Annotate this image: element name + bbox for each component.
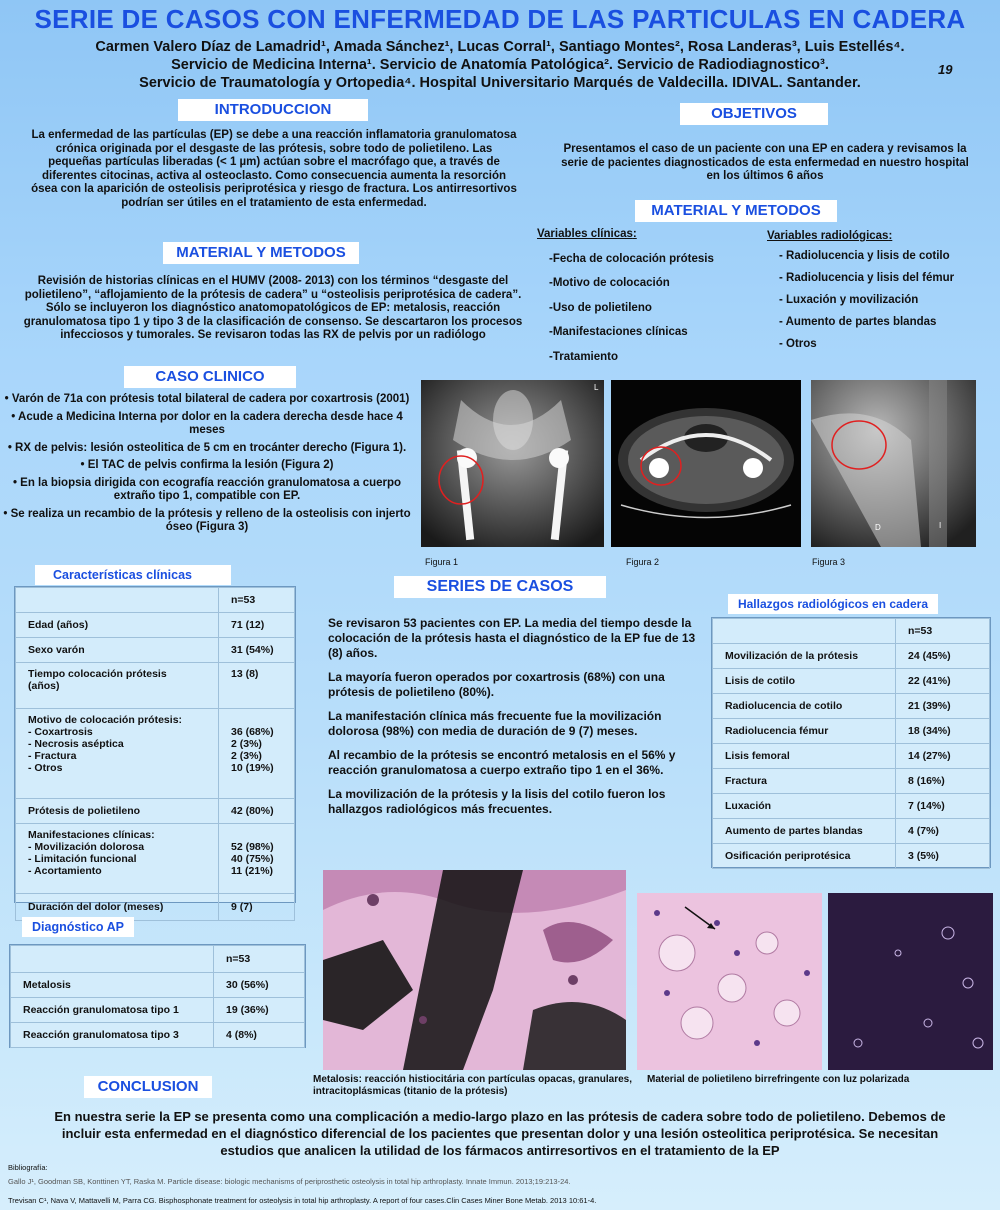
table-cell-value: 71 (12)	[219, 613, 295, 638]
table-cell-label: Edad (años)	[16, 613, 219, 638]
table-cell-label: Metalosis	[11, 973, 214, 998]
table-row	[713, 769, 990, 794]
xray-marker-l: L	[594, 383, 599, 392]
table-cell-label: Fractura	[713, 769, 896, 794]
series-paragraph: La mayoría fueron operados por coxartrosis (68%) con una prótesis de polietileno (80%).	[328, 670, 665, 699]
affiliation-line: Servicio de Medicina Interna¹. Servicio de Anatomía Patológica². Servicio de Radiodiagnostico³.	[171, 57, 829, 73]
table-column-header: n=53	[219, 588, 295, 613]
table-cell-value: 19 (36%)	[214, 998, 305, 1023]
table-cell-value: 3 (5%)	[896, 844, 990, 869]
table-row	[16, 709, 295, 799]
bibliography-ref-2: Trevisan C¹, Nava V, Mattavelli M, Parra CG. Bisphosphonate treatment for osteolysis in total hip arthroplasty. A report of four cases.Clin Cases Miner Bone Metab. 2013 10:61-4.	[8, 1196, 597, 1205]
xray-marker-d: D	[875, 523, 881, 532]
table-cell-value: 13 (8)	[219, 663, 295, 709]
table-row	[16, 799, 295, 824]
table-cell-label: Reacción granulomatosa tipo 1	[11, 998, 214, 1023]
table-row	[16, 638, 295, 663]
clin-table	[14, 586, 296, 913]
caso-item: • En la biopsia dirigida con ecografía reacción granulomatosa a cuerpo extraño tipo 1, compatible con EP.	[12, 476, 402, 502]
figure-1-caption: Figura 1	[425, 557, 459, 567]
table-cell-label: Sexo varón	[16, 638, 219, 663]
table-cell-value: 36 (68%) 2 (3%) 2 (3%) 10 (19%)	[219, 709, 295, 799]
table-row	[16, 613, 295, 638]
table-row	[11, 973, 305, 998]
caso-item: • Se realiza un recambio de la prótesis y relleno de la osteolisis con injerto óseo (Figura 3)	[3, 507, 411, 533]
mm-right-heading: MATERIAL Y METODOS	[635, 200, 837, 222]
table-row	[713, 719, 990, 744]
caso-item: • RX de pelvis: lesión osteolitica de 5 cm en trocánter derecho (Figura 1).	[7, 441, 407, 454]
radiological-variables	[767, 224, 997, 355]
clin-item: -Fecha de colocación prótesis	[549, 252, 714, 265]
objetivos-text: Presentamos el caso de un paciente con una EP en cadera y revisamos la serie de pacientes diagnosticados de esta enfermedad en nuestro hospital en los últimos 6 años	[561, 143, 969, 182]
table-column-header: n=53	[896, 619, 990, 644]
table-cell-label: Osificación periprotésica	[713, 844, 896, 869]
rad-table	[711, 617, 991, 868]
table-cell-label: Luxación	[713, 794, 896, 819]
histology-caption-1: Metalosis: reacción histiocitária con partículas opacas, granulares, intracitoplásmicas (titanio de la prótesis)	[313, 1074, 633, 1097]
table-cell-value: 24 (45%)	[896, 644, 990, 669]
intro-text: La enfermedad de las partículas (EP) se debe a una reacción inflamatoria granulomatosa crónica originada por el desgaste de las prótesis, sobre todo de polietileno. Las pequeñas partículas liberadas (< 1 µm) actúan sobre el macrófago que, a través de diferentes citocinas, activa al osteoclasto. Como consecuencia aumenta la resorción ósea con la aparición de osteolisis periprotésica y riesgo de fractura. Los antirresortivos podrían ser útiles en el tratamiento de esta enfermedad.	[31, 129, 517, 209]
table-cell-label: Aumento de partes blandas	[713, 819, 896, 844]
conclusion-heading: CONCLUSION	[84, 1076, 212, 1098]
rad-table-heading: Hallazgos radiológicos en cadera	[728, 594, 938, 614]
figure-3-caption: Figura 3	[812, 557, 846, 567]
table-cell-value: 42 (80%)	[219, 799, 295, 824]
table-cell-value: 8 (16%)	[896, 769, 990, 794]
table-cell-label: Prótesis de polietileno	[16, 799, 219, 824]
rad-item: - Luxación y movilización	[779, 293, 919, 306]
ap-table-heading: Diagnóstico AP	[22, 917, 134, 937]
authors-block	[0, 38, 1000, 92]
table-cell-label: Radiolucencia de cotilo	[713, 694, 896, 719]
table-cell-label: Lisis de cotilo	[713, 669, 896, 694]
table-cell-value: 4 (7%)	[896, 819, 990, 844]
figure-2-ct	[611, 380, 801, 547]
rad-item: - Radiolucencia y lisis del fémur	[779, 271, 955, 284]
table-row	[713, 744, 990, 769]
clinical-variables	[537, 222, 757, 369]
table-row	[11, 1023, 305, 1048]
xray-marker-i: I	[939, 521, 942, 530]
authors-line: Carmen Valero Díaz de Lamadrid¹, Amada Sánchez¹, Lucas Corral¹, Santiago Montes², Rosa Landeras³, Luis Estellés⁴.	[95, 39, 905, 55]
rad-item: - Aumento de partes blandas	[779, 315, 937, 328]
table-row	[16, 663, 295, 709]
table-row	[16, 824, 295, 894]
table-row	[713, 644, 990, 669]
table-header-row	[11, 946, 305, 973]
table-cell-value: 31 (54%)	[219, 638, 295, 663]
bibliography-ref-1: Gallo J¹, Goodman SB, Konttinen YT, Raska M. Particle disease: biologic mechanisms of periprosthetic osteolysis in total hip arthroplasty. Innate Immun. 2013;19:213-24.	[8, 1177, 571, 1186]
table-cell-label: Lisis femoral	[713, 744, 896, 769]
clin-item: -Manifestaciones clínicas	[549, 326, 688, 338]
objetivos-heading: OBJETIVOS	[680, 103, 828, 125]
table-cell-value: 52 (98%) 40 (75%) 11 (21%)	[219, 824, 295, 894]
radiological-variables-title: Variables radiológicas:	[767, 230, 893, 242]
table-cell-value: 21 (39%)	[896, 694, 990, 719]
caso-item: • El TAC de pelvis confirma la lesión (Figura 2)	[80, 459, 334, 471]
rad-item: - Radiolucencia y lisis de cotilo	[779, 249, 950, 262]
clin-item: -Motivo de colocación	[549, 277, 670, 289]
series-text	[328, 616, 698, 826]
poster-title: SERIE DE CASOS CON ENFERMEDAD DE LAS PARTICULAS EN CADERA	[34, 4, 966, 34]
caso-bullets	[2, 393, 412, 539]
series-paragraph: La movilización de la prótesis y la lisis del cotilo fueron los hallazgos radiológicos más frecuentes.	[328, 787, 666, 816]
histology-polarized-light-image	[828, 893, 993, 1070]
affiliation-line: Servicio de Traumatología y Ortopedia⁴. Hospital Universitario Marqués de Valdecilla. IDIVAL. Santander.	[139, 75, 861, 91]
table-cell-value: 18 (34%)	[896, 719, 990, 744]
caso-item: • Varón de 71a con prótesis total bilateral de cadera por coxartrosis (2001)	[4, 393, 410, 405]
table-cell-value: 22 (41%)	[896, 669, 990, 694]
table-cell-value: 14 (27%)	[896, 744, 990, 769]
bibliography-label: Bibliografía:	[8, 1163, 48, 1172]
table-cell-value: 7 (14%)	[896, 794, 990, 819]
table-cell-label: Manifestaciones clínicas: - Movilización dolorosa - Limitación funcional - Acortamiento	[16, 824, 219, 894]
table-cell-label: Movilización de la prótesis	[713, 644, 896, 669]
rad-item: - Otros	[779, 337, 817, 350]
table-cell-label: Reacción granulomatosa tipo 3	[11, 1023, 214, 1048]
table-header-row	[16, 588, 295, 613]
table-row	[713, 669, 990, 694]
table-row	[713, 819, 990, 844]
series-paragraph: Se revisaron 53 pacientes con EP. La media del tiempo desde la colocación de la prótesis hasta el diagnóstico de la EP fue de 13 (8) años.	[328, 616, 696, 660]
table-cell-label: Radiolucencia fémur	[713, 719, 896, 744]
table-row	[713, 694, 990, 719]
table-row	[11, 998, 305, 1023]
table-row	[713, 844, 990, 869]
mm-left-heading: MATERIAL Y METODOS	[163, 242, 359, 264]
caso-item: • Acude a Medicina Interna por dolor en la cadera derecha desde hace 4 meses	[11, 410, 403, 436]
table-header-row	[713, 619, 990, 644]
histology-metalosis-image	[323, 870, 626, 1070]
mm-left-text: Revisión de historias clínicas en el HUMV (2008- 2013) con los términos “desgaste del polietileno”, “aflojamiento de la prótesis de cadera” u “osteolisis periprotésica de cadera”. Sólo se incluyeron los diagnóstico anatomopatológicos de EP: metalosis, reacción granulomatosa tipo 1 y tipo 3 de la clasificación de consenso. Se descartaron los procesos infecciosos y tumorales. Se revisaron todas las RX de pelvis por un radiólogo	[23, 275, 523, 341]
clin-item: -Tratamiento	[549, 350, 619, 363]
caso-heading: CASO CLINICO	[124, 366, 296, 388]
intro-heading: INTRODUCCION	[178, 99, 368, 121]
table-column-header: n=53	[214, 946, 305, 973]
series-heading: SERIES DE CASOS	[394, 576, 606, 598]
table-row	[713, 794, 990, 819]
poster-number: 19	[938, 62, 953, 77]
histology-polyethylene-he-image	[637, 893, 822, 1070]
figure-2-caption: Figura 2	[626, 557, 660, 567]
table-cell-value: 9 (7)	[219, 894, 295, 921]
clinical-variables-title: Variables clínicas:	[537, 228, 637, 240]
table-cell-label: Motivo de colocación prótesis: - Coxartrosis - Necrosis aséptica - Fractura - Otros	[16, 709, 219, 799]
table-cell-label: Tiempo colocación prótesis (años)	[16, 663, 219, 709]
clin-table-heading: Características clínicas	[35, 565, 231, 585]
conclusion-text: En nuestra serie la EP se presenta como una complicación a medio-largo plazo en las prótesis de cadera sobre todo de polietileno. Debemos de incluir esta enfermedad en el diagnóstico diferencial de los pacientes que presentan dolor y una lesión osteolitica periprotésica. Se necesitan estudios que analicen la utilidad de los fármacos antirresortivos en el tratamiento de la EP	[54, 1109, 946, 1158]
ap-table	[9, 944, 306, 1048]
table-cell-value: 4 (8%)	[214, 1023, 305, 1048]
series-paragraph: La manifestación clínica más frecuente fue la movilización dolorosa (98%) con media de duración de 9 (7) meses.	[328, 709, 662, 738]
series-paragraph: Al recambio de la prótesis se encontró metalosis en el 56% y reacción granulomatosa a cuerpo extraño tipo 1 en el 36%.	[328, 748, 676, 777]
figure-3-xray	[811, 380, 976, 547]
table-cell-label: Duración del dolor (meses)	[16, 894, 219, 921]
figure-1-xray	[421, 380, 604, 547]
table-cell-value: 30 (56%)	[214, 973, 305, 998]
histology-caption-2: Material de polietileno birrefringente con luz polarizada	[647, 1074, 910, 1085]
clin-item: -Uso de polietileno	[549, 301, 652, 314]
